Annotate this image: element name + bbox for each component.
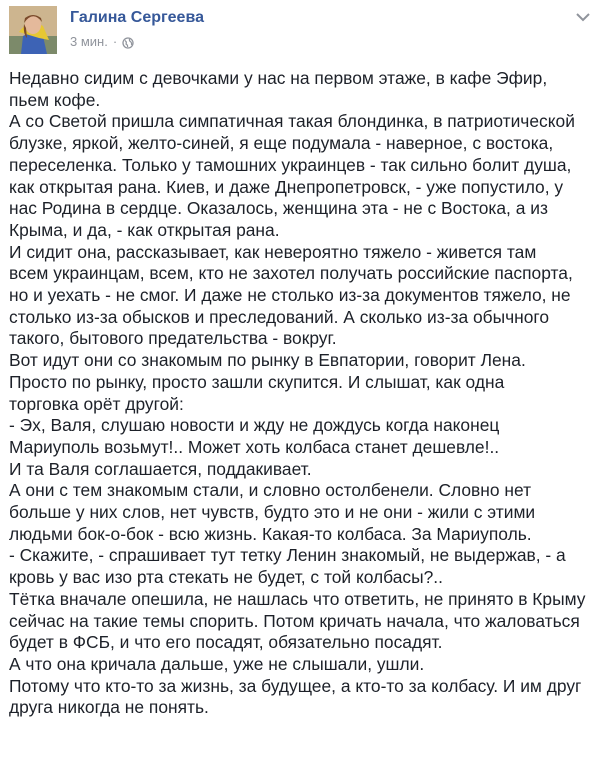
post-line: И сидит она, рассказывает, как невероятно тяжело - живется там [9,241,537,262]
post-line: друга никогда не понять. [9,697,209,718]
post-line: но и уехать - не смог. И даже не столько из-за документов тяжело, не [9,285,571,306]
post-line: А что она кричала дальше, уже не слышали, ушли. [9,653,425,674]
post-line: людьми бок-о-бок - всю жизнь. Какая-то колбаса. За Мариуполь. [9,523,532,544]
post-line: больше у них слов, нет чувств, будто это и не они - жили с этими [9,502,536,523]
post-line: Тётка вначале опешила, не нашлась что ответить, не принято в Крыму [9,588,586,609]
chevron-down-icon[interactable] [575,10,591,22]
post-line: торговка орёт другой: [9,393,184,414]
post-text [9,68,595,719]
post-line: А со Светой пришла симпатичная такая блондинка, в патриотической [9,111,575,132]
post-line: такого, бытового предательства - вокруг. [9,328,337,349]
post-line: Потому что кто-то за жизнь, за будущее, а кто-то за колбасу. И им друг [9,675,582,696]
post-line: пьем кофе. [9,89,101,110]
post-line: кровь у вас изо рта стекать не будет, с той колбасы?.. [9,567,443,588]
post-line: Крыма, и да, - как открытая рана. [9,219,280,240]
globe-icon[interactable] [122,36,134,48]
post-timestamp[interactable]: 3 мин. [70,34,108,49]
avatar-photo [9,6,57,54]
post-line: Вот идут они со знакомым по рынку в Евпатории, говорит Лена. [9,350,526,371]
post-line: - Скажите, - спрашивает тут тетку Ленин знакомый, не выдержав, - а [9,545,566,566]
meta-separator: · [112,34,118,49]
post-line: всем украинцам, всем, кто не захотел получать российские паспорта, [9,263,573,284]
post-line: - Эх, Валя, слушаю новости и жду не дождусь когда наконец [9,415,500,436]
post-line: сейчас на такие темы спорить. Потом кричать начала, что жаловаться [9,610,580,631]
post-line: как открытая рана. Киев, и даже Днепропетровск, - уже попустило, у [9,176,564,197]
author-avatar[interactable] [9,6,57,54]
post-line: блузке, яркой, желто-синей, я еще подумала - наверное, с востока, [9,133,554,154]
author-name[interactable]: Галина Сергеева [70,9,204,26]
post-line: А они с тем знакомым стали, и словно остолбенели. Словно нет [9,480,532,501]
post-line: Просто по рынку, просто зашли скупится. И слышат, как одна [9,371,505,392]
post-line: переселенка. Только у тамошних украинцев - так сильно болит душа, [9,154,572,175]
post-line: И та Валя соглашается, поддакивает. [9,458,312,479]
post-line: Мариуполь возьмут!.. Может хоть колбаса станет дешевле!.. [9,436,500,457]
post-line: нас Родина в сердце. Оказалось, женщина эта - не с Востока, а из [9,198,548,219]
post-line: столько из-за обысков и преследований. А сколько из-за обычного [9,306,550,327]
post-meta [70,33,134,51]
post-line: Недавно сидим с девочками у нас на первом этаже, в кафе Эфир, [9,68,548,88]
post-line: будет в ФСБ, и что его посадят, обязательно посадят. [9,632,443,653]
